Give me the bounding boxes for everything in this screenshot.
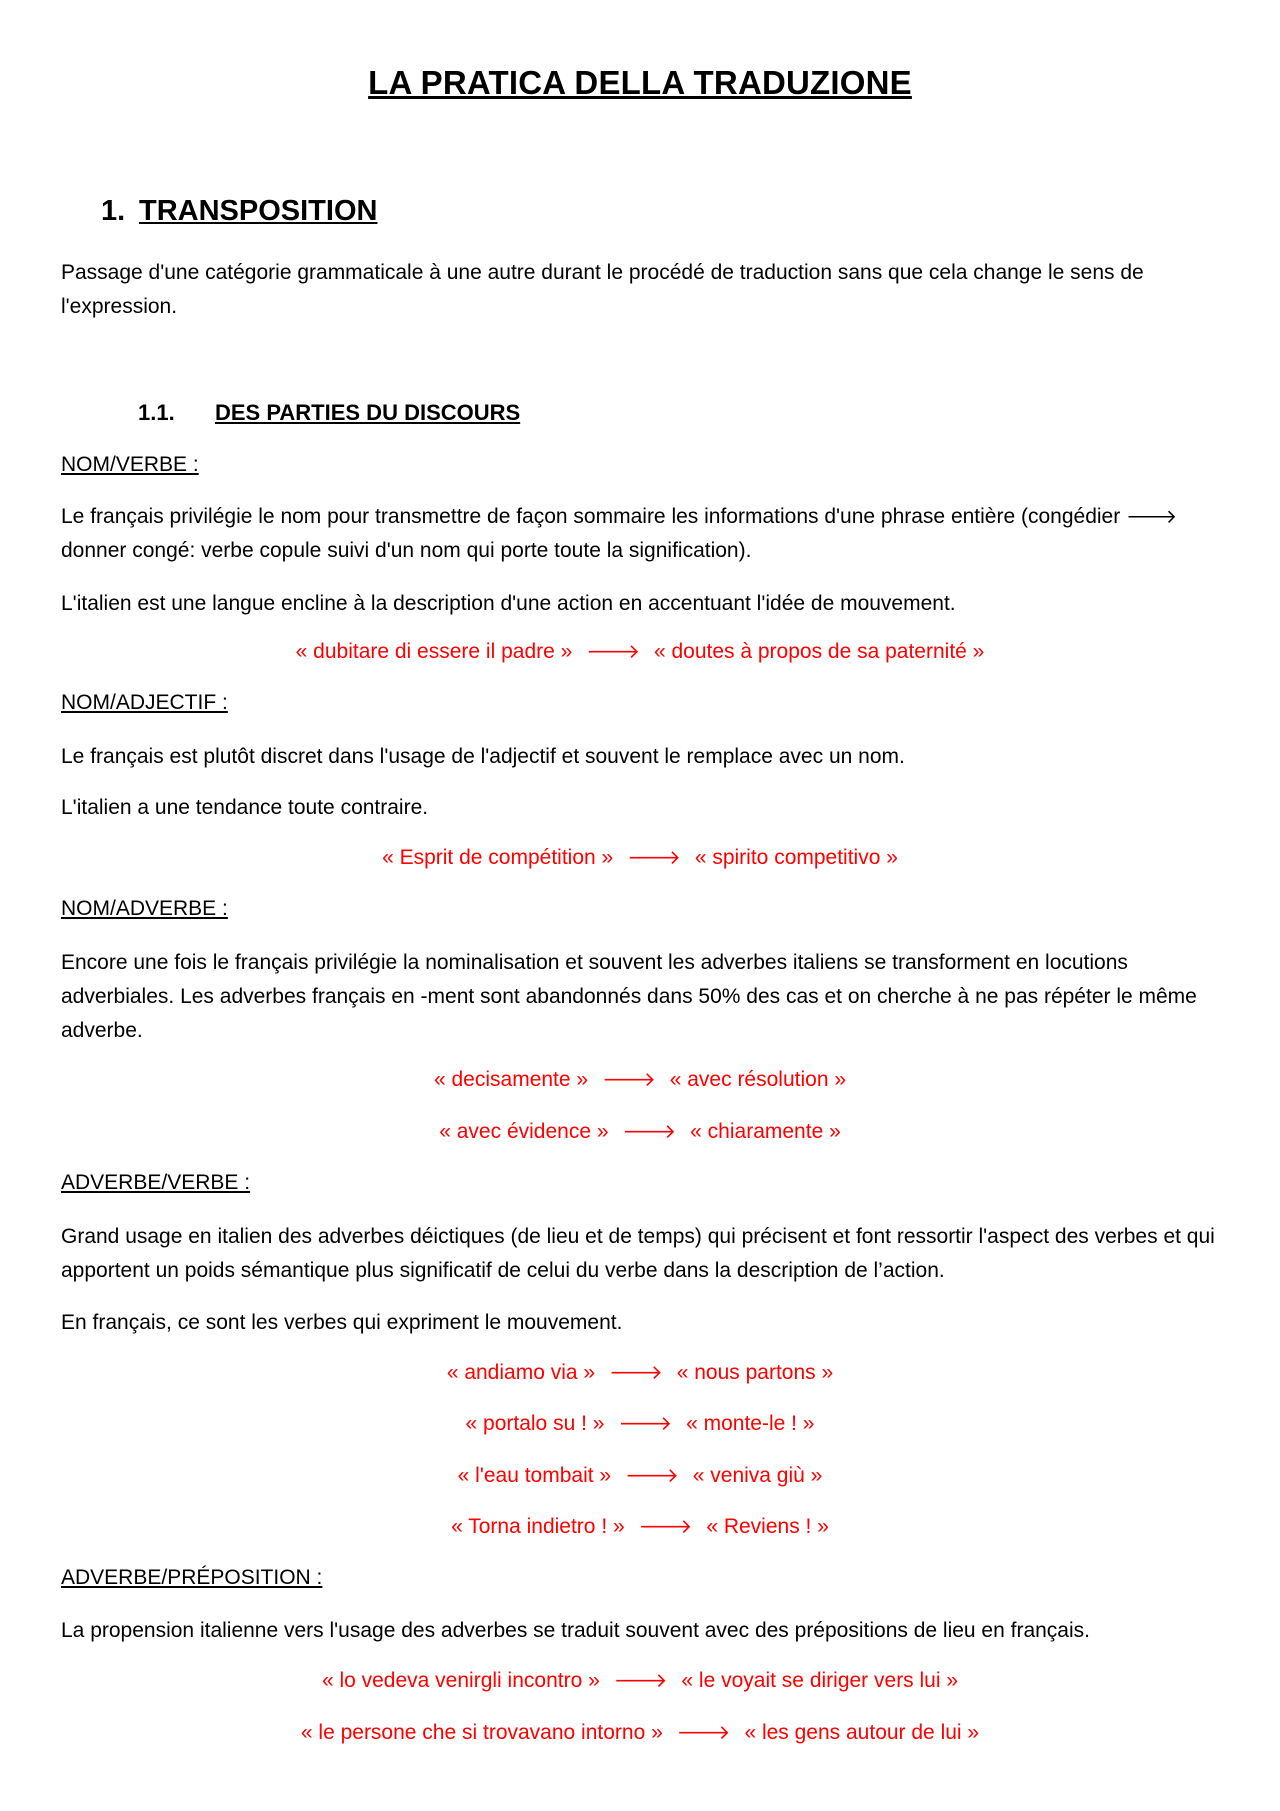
adverbe-preposition-label: ADVERBE/PRÉPOSITION : (61, 1566, 323, 1589)
nom-adjectif-label: NOM/ADJECTIF : (61, 691, 228, 714)
arrow-icon: 🡒 (609, 1360, 663, 1384)
subsection-title: DES PARTIES DU DISCOURS (215, 400, 521, 425)
arrow-icon: 🡒 (638, 1514, 693, 1538)
example-line (0, 1463, 1280, 1488)
nom-verbe-p1-after: donner congé: verbe copule suivi d'un nom qui porte toute la signification). (61, 539, 752, 562)
section-number: 1. (101, 195, 126, 227)
section-title: TRANSPOSITION (139, 195, 378, 227)
arrow-icon: 🡒 (625, 1463, 679, 1487)
arrow-icon: 🡒 (627, 845, 681, 869)
document-title: LA PRATICA DELLA TRADUZIONE (368, 64, 912, 101)
example-source: « portalo su ! » (465, 1412, 605, 1435)
arrow-icon: 🡒 (622, 1119, 677, 1143)
example-target: « le voyait se diriger vers lui » (681, 1669, 959, 1692)
example-line (0, 1720, 1280, 1745)
example-line (0, 1067, 1280, 1092)
adverbe-verbe-label: ADVERBE/VERBE : (61, 1171, 251, 1194)
example-line (0, 845, 1280, 870)
example-target: « avec résolution » (669, 1068, 847, 1091)
arrow-icon: 🡒 (613, 1668, 668, 1692)
example-line (0, 639, 1280, 664)
example-source: « Torna indietro ! » (451, 1515, 625, 1538)
subsection-number: 1.1. (138, 400, 175, 425)
example-target: « les gens autour de lui » (744, 1721, 980, 1744)
nom-verbe-paragraph-1 (61, 500, 1236, 568)
example-line (0, 1360, 1280, 1385)
arrow-icon: 🡒 (602, 1067, 656, 1091)
example-source: « l'eau tombait » (457, 1464, 612, 1487)
nom-adjectif-paragraph-2: L'italien a une tendance toute contraire. (61, 796, 429, 819)
example-target: « doutes à propos de sa paternité » (653, 640, 985, 663)
nom-verbe-paragraph-2: L'italien est une langue encline à la description d'une action en accentuant l'idée de mouvement. (61, 592, 956, 615)
example-source: « dubitare di essere il padre » (295, 640, 573, 663)
example-line (0, 1668, 1280, 1693)
example-target: « chiaramente » (690, 1120, 841, 1143)
nom-adverbe-paragraph-1: Encore une fois le français privilégie la nominalisation et souvent les adverbes italiens se transforment en locutions adverbiales. Les adverbes français en -ment sont abandonnés dans 50% des cas et on cherche à ne pas répéter le même adverbe. (61, 951, 1197, 1042)
example-source: « lo vedeva venirgli incontro » (321, 1669, 600, 1692)
example-target: « veniva giù » (692, 1464, 823, 1487)
example-target: « nous partons » (676, 1361, 834, 1384)
nom-verbe-p1-before: Le français privilégie le nom pour transmettre de façon sommaire les informations d'une phrase entière (congédier (61, 505, 1121, 528)
arrow-icon: 🡒 (586, 639, 640, 663)
example-line (0, 1514, 1280, 1539)
adverbe-preposition-paragraph-1: La propension italienne vers l'usage des adverbes se traduit souvent avec des prépositions de lieu en français. (61, 1619, 1090, 1642)
example-target: « Reviens ! » (706, 1515, 829, 1538)
arrow-icon: 🡒 (618, 1411, 673, 1435)
example-source: « avec évidence » (439, 1120, 609, 1143)
example-line (0, 1411, 1280, 1436)
adverbe-verbe-paragraph-2: En français, ce sont les verbes qui expriment le mouvement. (61, 1311, 623, 1334)
example-source: « decisamente » (433, 1068, 589, 1091)
example-source: « le persone che si trovavano intorno » (300, 1721, 663, 1744)
subsection-heading (138, 400, 520, 426)
example-source: « andiamo via » (446, 1361, 596, 1384)
example-source: « Esprit de compétition » (382, 846, 614, 869)
intro-paragraph: Passage d'une catégorie grammaticale à une autre durant le procédé de traduction sans que cela change le sens de l'expression. (61, 261, 1144, 318)
nom-verbe-label: NOM/VERBE : (61, 453, 199, 476)
example-target: « spirito competitivo » (694, 846, 898, 869)
example-line (0, 1119, 1280, 1144)
nom-adverbe-label: NOM/ADVERBE : (61, 897, 228, 920)
arrow-icon: 🡒 (1126, 506, 1178, 528)
adverbe-verbe-paragraph-1: Grand usage en italien des adverbes déictiques (de lieu et de temps) qui précisent et font ressortir l'aspect des verbes et qui apportent un poids sémantique plus significatif de celui du verbe dans la description de l’action. (61, 1225, 1215, 1282)
section-heading (101, 195, 377, 228)
nom-adjectif-paragraph-1: Le français est plutôt discret dans l'usage de l'adjectif et souvent le remplace avec un nom. (61, 745, 905, 768)
example-target: « monte-le ! » (686, 1412, 815, 1435)
arrow-icon: 🡒 (676, 1720, 731, 1744)
